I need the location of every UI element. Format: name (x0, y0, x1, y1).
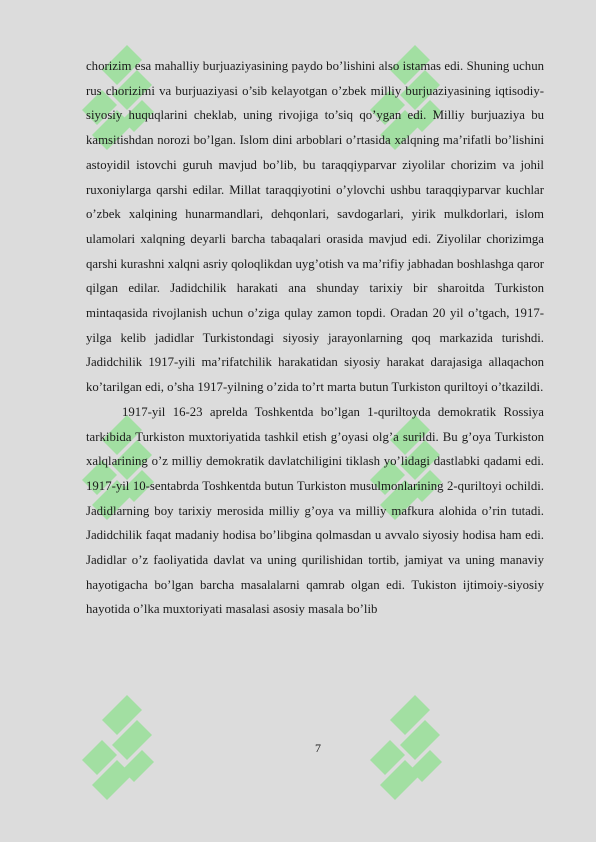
paragraph: 1917-yil 16-23 aprelda Toshkentda bo’lgan 1-quriltoyda demokratik Rossiya tarkibida Turkiston muxtoriyatida tashkil etish g’oyasi olg’a surildi. Bu g’oya Turkiston xalqlarining o’z milliy demokratik davlatchiligini tiklash yo’lidagi dastlabki qadami edi. 1917-yil 10-sentabrda Toshkentda butun Turkiston musulmonlarining 2-quriltoyi ochildi. Jadidlarning boy tarixiy merosida milliy g’oya va milliy mafkura alohida o’rin tutadi. Jadidchilik faqat madaniy hodisa bo’libgina qolmasdan u avvalo siyosiy hodisa ham edi. Jadidlar o’z faoliyatida davlat va uning qurilishidan tortib, jamiyat va uning manaviy hayotigacha bo’lgan barcha masalalarni qamrab olgan edi. Tukiston ijtimoiy-siyosiy hayotida o’lka muxtoriyati masalasi asosiy masala bo’lib (86, 404, 544, 617)
body-text (86, 54, 544, 622)
page-number: 7 (315, 741, 321, 755)
paragraph: chorizim esa mahalliy burjuaziyasining paydo bo’lishini also istamas edi. Shuning uchun rus chorizimi va burjuaziyasi o’sib kelayotgan o’zbek milliy burjuaziyasining iqtisodiy- siyosiy huquqlarini cheklab, uning rivojiga to’siq qo’ygan edi. Milliy burjuaziya bu kamsitishdan norozi bo’lgan. Islom dini arboblari o’rtasida xalqning ma’rifatli bo’lishini astoyidil istovchi guruh mavjud bo’lib, bu taraqqiyparvar ziyolilar chorizim va johil ruxoniylarga qarshi edilar. Millat taraqqiyotini o’ylovchi ushbu taraqqiyparvar kuchlar o’zbek xalqining hunarmandlari, dehqonlari, savdogarlari, yirik mulkdorlari, islom ulamolari xalqning deyarli barcha tabaqalari orasida mavjud edi. Ziyolilar chorizimga qarshi kurashni xalqni asriy qoloqlikdan uyg’otish va ma’rifiy jabhadan boshlashga qaror qilgan edilar. Jadidchilik harakati ana shunday tarixiy bir sharoitda Turkiston mintaqasida rivojlanish uchun o’ziga qulay zamon topdi. Oradan 20 yil o’tgach, 1917-yilga kelib jadidlar Turkistondagi siyosiy jarayonlarning qoq markazida turishdi. Jadidchilik 1917-yili ma’rifatchilik harakatidan siyosiy harakat darajasiga allaqachon ko’tarilgan edi, o’sha 1917-yilning o’zida to’rt marta butun Turkiston quriltoyi o’tkazildi. (86, 59, 544, 395)
